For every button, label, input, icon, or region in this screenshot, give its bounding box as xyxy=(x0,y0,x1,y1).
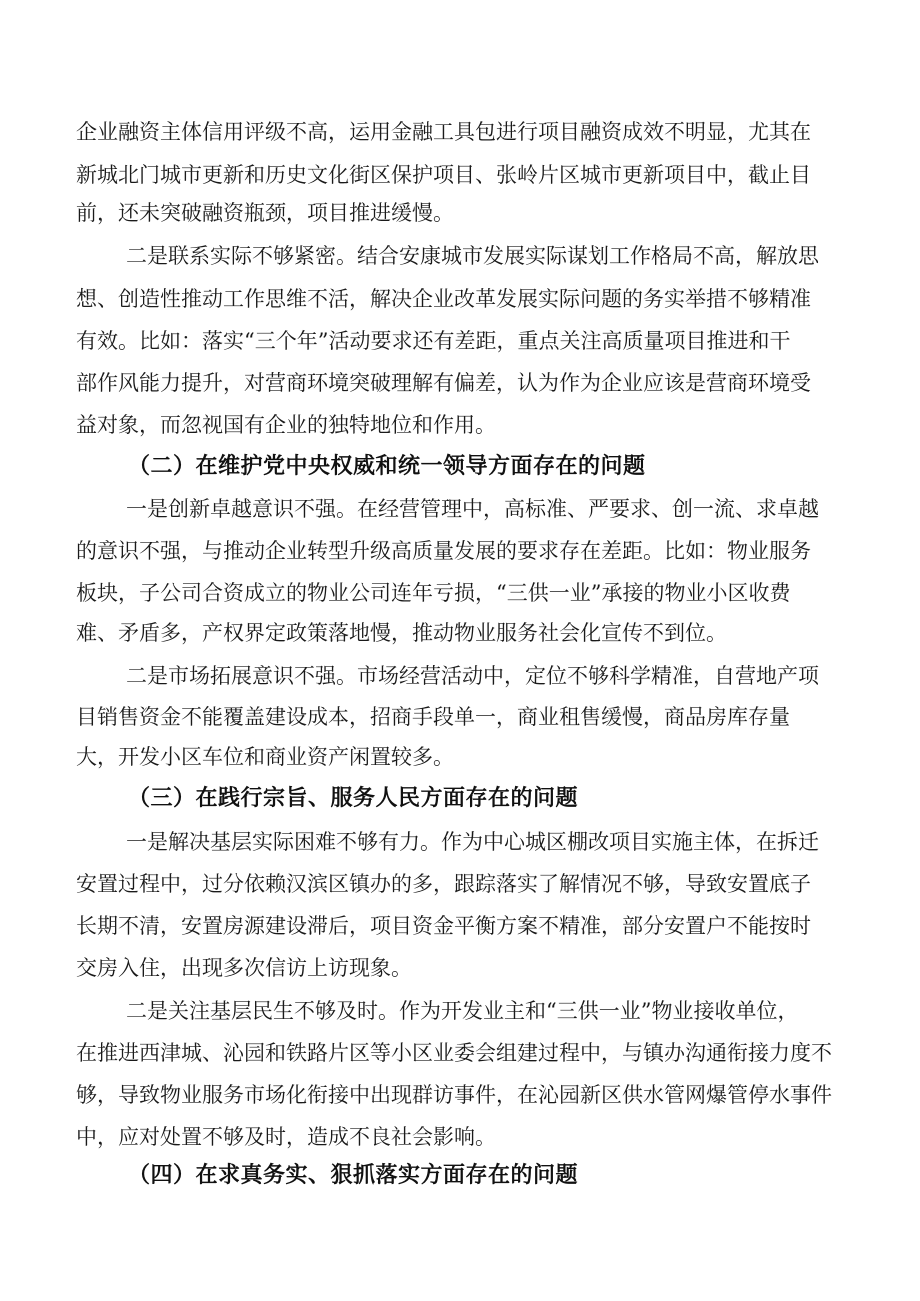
paragraph-line: 大，开发小区车位和商业资产闲置较多。 xyxy=(76,745,454,769)
paragraph-line: 有效。比如：落实“三个年”活动要求还有差距，重点关注高质量项目推进和干 xyxy=(76,329,791,353)
paragraph-line: 板块，子公司合资成立的物业公司连年亏损，“三供一业”承接的物业小区收费 xyxy=(76,581,791,605)
paragraph-line: 在推进西津城、沁园和铁路片区等小区业委会组建过程中，与镇办沟通衔接力度不 xyxy=(76,1041,832,1065)
paragraph-line: 难、矛盾多，产权界定政策落地慢，推动物业服务社会化宣传不到位。 xyxy=(76,621,727,645)
paragraph-line: 长期不清，安置房源建设滞后，项目资金平衡方案不精准，部分安置户不能按时 xyxy=(76,914,811,938)
paragraph-line: 部作风能力提升，对营商环境突破理解有偏差，认为作为企业应该是营商环境受 xyxy=(76,371,811,395)
paragraph-line: 二是市场拓展意识不强。市场经营活动中，定位不够科学精准，自营地产项 xyxy=(126,664,819,688)
paragraph-line: 一是创新卓越意识不强。在经营管理中，高标准、严要求、创一流、求卓越 xyxy=(126,497,819,521)
paragraph-line: 益对象，而忽视国有企业的独特地位和作用。 xyxy=(76,413,496,437)
paragraph-line: 交房入住，出现多次信访上访现象。 xyxy=(76,956,412,980)
paragraph-line: 的意识不强，与推动企业转型升级高质量发展的要求存在差距。比如：物业服务 xyxy=(76,539,811,563)
paragraph-line: 二是关注基层民生不够及时。作为开发业主和“三供一业”物业接收单位， xyxy=(126,999,799,1023)
paragraph-line: 二是联系实际不够紧密。结合安康城市发展实际谋划工作格局不高，解放思 xyxy=(126,244,819,268)
paragraph-line: 够，导致物业服务市场化衔接中出现群访事件，在沁园新区供水管网爆管停水事件 xyxy=(76,1083,832,1107)
section-heading-2: （二）在维护党中央权威和统一领导方面存在的问题 xyxy=(128,454,646,479)
section-heading-3: （三）在践行宗旨、服务人民方面存在的问题 xyxy=(128,786,579,811)
section-heading-4: （四）在求真务实、狠抓落实方面存在的问题 xyxy=(128,1163,579,1188)
paragraph-line: 安置过程中，过分依赖汉滨区镇办的多，跟踪落实了解情况不够，导致安置底子 xyxy=(76,872,811,896)
paragraph-line: 想、创造性推动工作思维不活，解决企业改革发展实际问题的务实举措不够精准 xyxy=(76,287,811,311)
paragraph-line: 一是解决基层实际困难不够有力。作为中心城区棚改项目实施主体，在拆迁 xyxy=(126,830,819,854)
paragraph-line: 中，应对处置不够及时，造成不良社会影响。 xyxy=(76,1125,496,1149)
paragraph-line: 前，还未突破融资瓶颈，项目推进缓慢。 xyxy=(76,201,454,225)
paragraph-line: 目销售资金不能覆盖建设成本，招商手段单一，商业租售缓慢，商品房库存量 xyxy=(76,705,790,729)
paragraph-line: 新城北门城市更新和历史文化街区保护项目、张岭片区城市更新项目中，截止目 xyxy=(76,163,811,187)
paragraph-line: 企业融资主体信用评级不高，运用金融工具包进行项目融资成效不明显，尤其在 xyxy=(76,120,811,144)
